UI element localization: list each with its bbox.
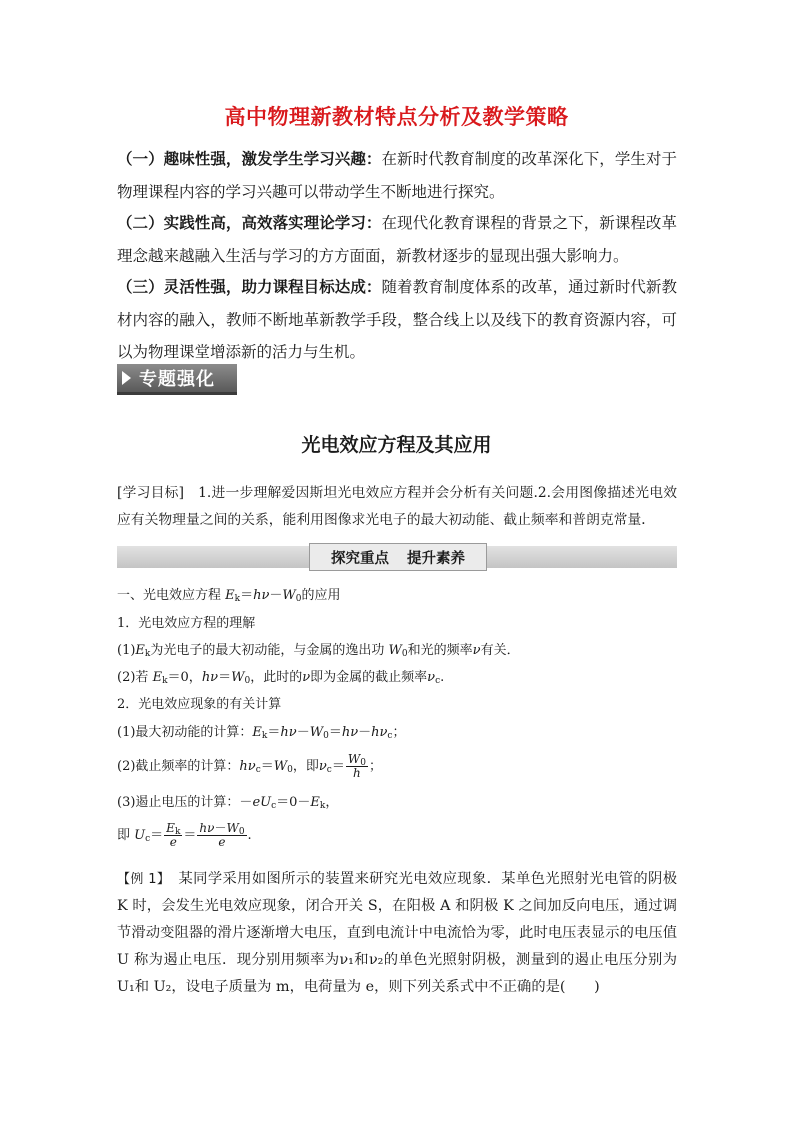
learning-objectives: [学习目标] 1.进一步理解爱因斯坦光电效应方程并会分析有关问题.2.会用图像描述光电效应有关物理量之间的关系，能利用图像求光电子的最大初动能、截止频率和普朗克常量． — [117, 485, 677, 528]
section-header — [309, 543, 487, 571]
calc-max-kinetic-energy: (1)最大初动能的计算：$E_k=h\nu-W_0=h\nu-h\nu_c$； — [117, 725, 406, 741]
play-arrow-icon — [122, 371, 131, 385]
example-1 — [117, 866, 677, 1001]
feature-paragraph-2 — [117, 207, 677, 272]
feature-heading: （三）灵活性强，助力课程目标达成： — [117, 278, 382, 296]
calc-cutoff-frequency: (2)截止频率的计算：$h\nu_c=W_0$，即$\nu_c=$ $\frac{W_0}{h}$ ； — [117, 752, 382, 780]
feature-body: 在现代化教育课程的背景之下，新课程改革理念越来越融入生活与学习的方方面面，新教材逐步的显现出强大影响力。 — [117, 214, 677, 265]
section-header-left: 探究重点 — [331, 550, 389, 567]
fraction: $\frac{E_k}{e}$ — [166, 821, 181, 849]
fraction: $\frac{W_0}{h}$ — [347, 752, 366, 780]
main-title: 高中物理新教材特点分析及教学策略 — [224, 105, 569, 129]
calc-stopping-voltage: (3)遏止电压的计算：$-eU_c=0-E_k$， — [117, 795, 339, 811]
heading-equation-application: 一、光电效应方程 $E_k=h\nu-W_0$的应用 — [117, 588, 341, 604]
subheading-calculations: 2．光电效应现象的有关计算 — [117, 697, 282, 712]
point-2: (2)若 $E_k=0$，$h\nu=W_0$，此时的ν即为金属的截止频率$\nu_c$. — [117, 670, 445, 686]
feature-paragraph-1 — [117, 143, 677, 208]
feature-body: 在新时代教育制度的改革深化下，学生对于物理课程内容的学习兴趣可以带动学生不断地进行探究。 — [117, 150, 677, 201]
stopping-voltage-formula: 即 $U_c=$ $\frac{E_k}{e}$ ＝ $\frac{h\nu-W_0}{e}$ . — [117, 821, 252, 849]
feature-paragraph-3 — [117, 271, 677, 369]
feature-heading: （二）实践性高，高效落实理论学习： — [117, 214, 382, 232]
feature-heading: （一）趣味性强，激发学生学习兴趣： — [117, 150, 382, 168]
feature-body: 随着教育制度体系的改革，通过新时代新教材内容的融入，教师不断地革新教学手段，整合线上以及线下的教育资源内容，可以为物理课堂增添新的活力与生机。 — [117, 278, 677, 361]
example-tag: 【例 1】 — [117, 872, 164, 887]
banner-label: 专题强化 — [139, 369, 215, 390]
example-text: 某同学采用如图所示的装置来研究光电效应现象．某单色光照射光电管的阴极 K 时，会发生光电效应现象，闭合开关 S，在阳极 A 和阴极 K 之间加反向电压，通过调节滑动变阻器的滑片逐渐增大电压，直到电流计中电流恰为零，此时电压表显示的电压值 U 称为遏止电压．现分别用频率为ν₁和ν₂的单色光照射阴极，测量到的遏止电压分别为 U₁和 U₂，设电子质量为 m，电荷量为 e，则下列关系式中不正确的是( ) — [117, 871, 678, 995]
point-1: $(1)E_k$为光电子的最大初动能，与金属的逸出功 $W_0$和光的频率ν有关． — [117, 643, 520, 659]
fraction: $\frac{h\nu-W_0}{e}$ — [199, 821, 245, 849]
topic-title: 光电效应方程及其应用 — [301, 434, 492, 456]
subheading-understanding: 1．光电效应方程的理解 — [117, 616, 256, 631]
section-header-right: 提升素养 — [407, 550, 465, 567]
topic-banner — [117, 364, 237, 395]
